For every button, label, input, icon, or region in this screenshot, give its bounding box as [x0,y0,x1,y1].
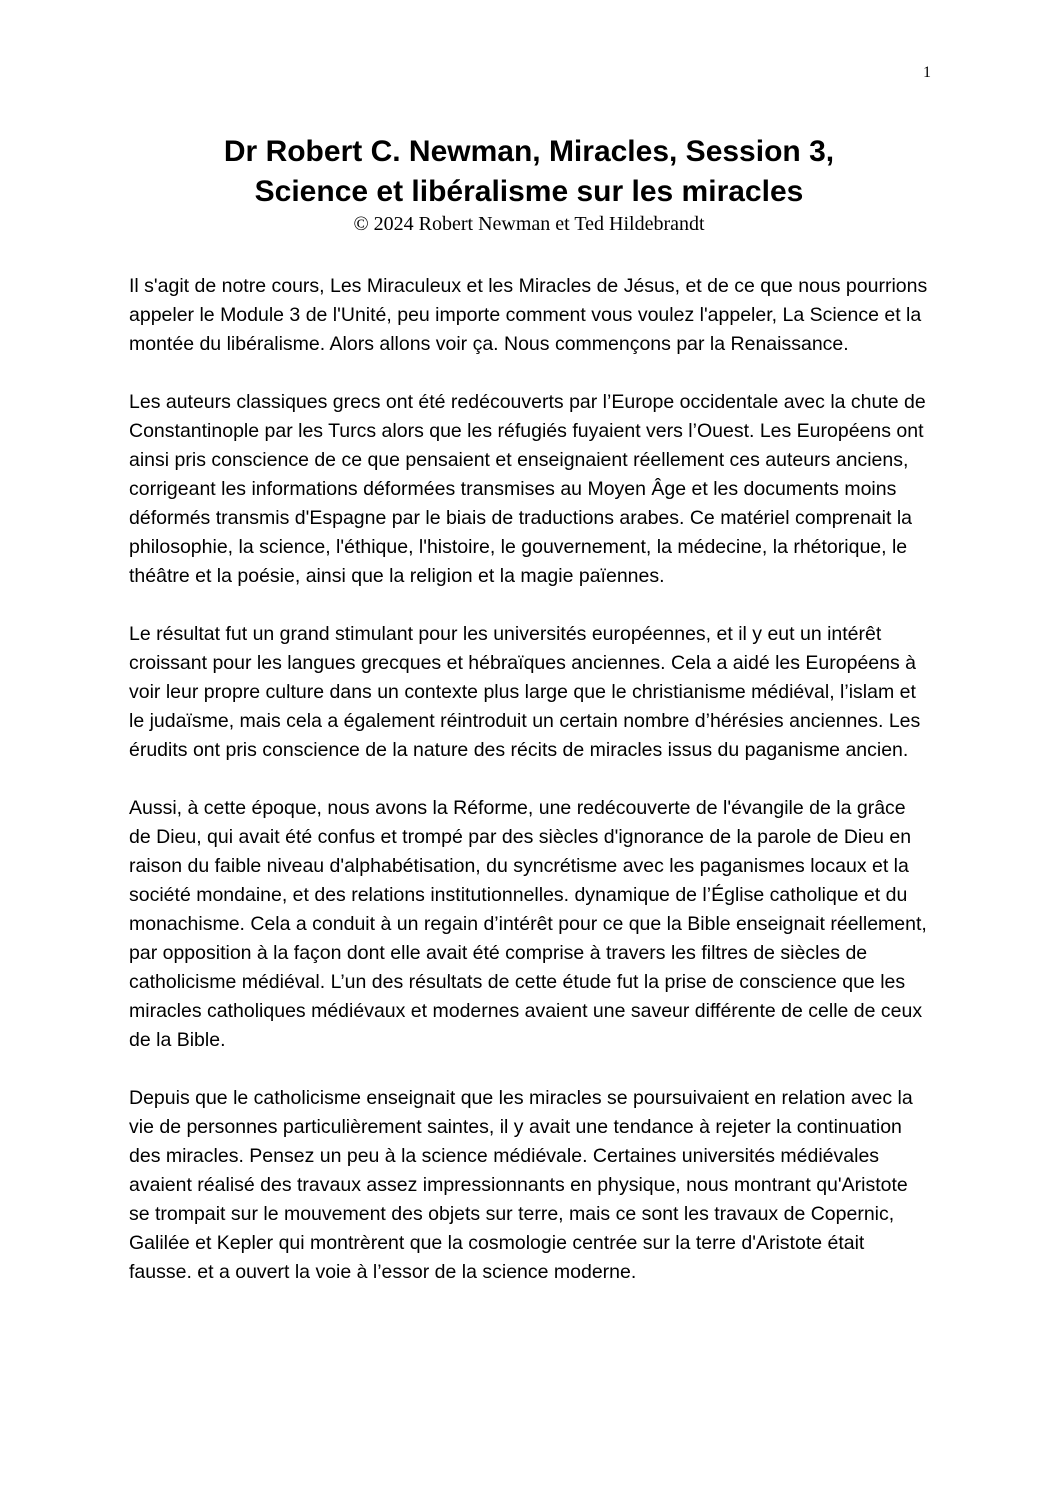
paragraph-4: Aussi, à cette époque, nous avons la Réforme, une redécouverte de l'évangile de la grâce de Dieu, qui avait été confus et trompé par des siècles d'ignorance de la parole de Dieu en raison du faible niveau d'alphabétisation, du syncrétisme avec les paganismes locaux et la société mondaine, et des relations institutionnelles. dynamique de l’Église catholique et du monachisme. Cela a conduit à un regain d’intérêt pour ce que la Bible enseignait réellement, par opposition à la façon dont elle avait été comprise à travers les filtres de siècles de catholicisme médiéval. L’un des résultats de cette étude fut la prise de conscience que les miracles catholiques médiévaux et modernes avaient une saveur différente de celle de ceux de la Bible. [129,797,927,1051]
copyright-notice: © 2024 Robert Newman et Ted Hildebrandt [353,213,705,235]
paragraph-5: Depuis que le catholicisme enseignait que les miracles se poursuivaient en relation avec la vie de personnes particulièrement saintes, il y avait une tendance à rejeter la continuation des miracles. Pensez un peu à la science médiévale. Certaines universités médiévales avaient réalisé des travaux assez impressionnants en physique, nous montrant qu'Aristote se trompait sur le mouvement des objets sur terre, mais ce sont les travaux de Copernic, Galilée et Kepler qui montrèrent que la cosmologie centrée sur la terre d'Aristote était fausse. et a ouvert la voie à l’essor de la science moderne. [129,1087,913,1283]
document-body [129,272,929,1316]
page-number: 1 [923,64,931,81]
paragraph-1: Il s'agit de notre cours, Les Miraculeux et les Miracles de Jésus, et de ce que nous pourrions appeler le Module 3 de l'Unité, peu importe comment vous voulez l'appeler, La Science et la montée du libéralisme. Alors allons voir ça. Nous commençons par la Renaissance. [129,275,928,355]
paragraph-3: Le résultat fut un grand stimulant pour les universités européennes, et il y eut un intérêt croissant pour les langues grecques et hébraïques anciennes. Cela a aidé les Européens à voir leur propre culture dans un contexte plus large que le christianisme médiéval, l’islam et le judaïsme, mais cela a également réintroduit un certain nombre d’hérésies anciennes. Les érudits ont pris conscience de la nature des récits de miracles issus du paganisme ancien. [129,623,921,761]
document-title-line-2: Science et libéralisme sur les miracles [254,175,804,208]
paragraph-2: Les auteurs classiques grecs ont été redécouverts par l’Europe occidentale avec la chute de Constantinople par les Turcs alors que les réfugiés fuyaient vers l’Ouest. Les Européens ont ainsi pris conscience de ce que pensaient et enseignaient réellement ces auteurs anciens, corrigeant les informations déformées transmises au Moyen Âge et les documents moins déformés transmis d'Espagne par le biais de traductions arabes. Ce matériel comprenait la philosophie, la science, l'éthique, l'histoire, le gouvernement, la médecine, la rhétorique, le théâtre et la poésie, ainsi que la religion et la magie païennes. [129,391,926,587]
title-block [0,132,1058,236]
document-title-line-1: Dr Robert C. Newman, Miracles, Session 3, [223,135,835,168]
